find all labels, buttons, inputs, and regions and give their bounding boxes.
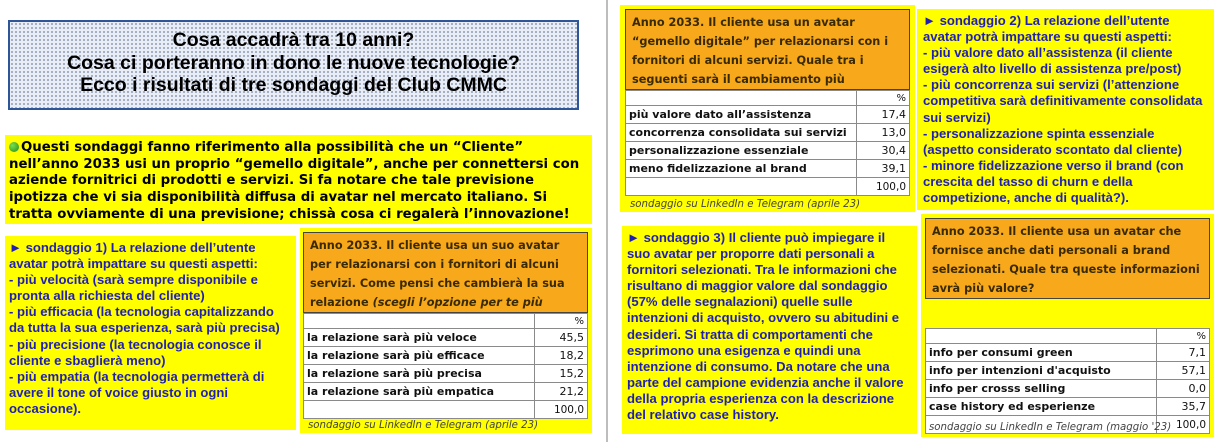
survey1-point: - più precisione (la tecnologia conosce il cliente e sbaglierà meno) <box>9 336 262 368</box>
total-row: 100,0 <box>626 178 910 196</box>
survey1-point: - più empatia (la tecnologia permetterà di avere il tone of voice giusto in ogni occasione). <box>9 368 265 416</box>
intro-paragraph <box>5 135 592 224</box>
survey1-source: sondaggio su LinkedIn e Telegram (aprile 23) <box>308 420 539 431</box>
survey3-question: Anno 2033. Il cliente usa un avatar che fornisce anche dati personali a brand selezionati. Quale tra queste informazioni avrà più valore? <box>925 218 1210 299</box>
survey1-question-hint: (scegli l’opzione per te più <box>372 296 543 309</box>
table-row: info per intenzioni d'acquisto 57,1 <box>926 362 1210 380</box>
table-row: info per crosss selling 0,0 <box>926 380 1210 398</box>
total-row: 100,0 <box>304 401 588 419</box>
survey1-question: Anno 2033. Il cliente usa un suo avatar per relazionarsi con i fornitori di alcuni servizi. Come pensi che cambierà la sua relazione (scegli l’opzione per te più <box>303 232 588 313</box>
survey2-point: - più concorrenza sui servizi (l’attenzione competitiva sarà definitivamente consolidata sui servizi) <box>923 77 1203 125</box>
center-divider <box>606 0 608 442</box>
survey2-point: - più valore dato all’assistenza (il cliente esigerà alto livello di assistenza pre/post) <box>923 45 1182 77</box>
table-row: la relazione sarà più veloce 45,5 <box>304 329 588 347</box>
survey3-source: sondaggio su LinkedIn e Telegram (maggio '23) <box>929 422 1172 433</box>
survey2-panel <box>620 5 915 212</box>
survey3-description <box>622 226 917 434</box>
survey1-panel <box>300 228 592 433</box>
arrow-right-icon: ► <box>627 230 640 245</box>
table-row: info per consumi green 7,1 <box>926 344 1210 362</box>
survey2-description <box>917 9 1214 210</box>
arrow-right-icon: ► <box>9 240 22 255</box>
table-row: la relazione sarà più precisa 15,2 <box>304 365 588 383</box>
table-row: la relazione sarà più efficace 18,2 <box>304 347 588 365</box>
survey1-point: - più velocità (sarà sempre disponibile e pronta alla richiesta del cliente) <box>9 272 258 304</box>
table-row: case history ed esperienze 35,7 <box>926 398 1210 416</box>
title-box <box>8 20 579 110</box>
survey2-heading: ► sondaggio 2) La relazione dell’utente avatar potrà impattare su questi aspetti: <box>923 13 1172 45</box>
intro-text: Questi sondaggi fanno riferimento alla possibilità che un “Cliente” nell’anno 2033 usi un proprio “gemello digitale”, anche per connettersi con aziende fornitrici di prodotti e servizi. Si fa notare che tale previsione ipotizza che vi sia disponibilità diffusa di avatar nel mercato italiano. Si tratta ovviamente di una previsione; chissà cosa ci regalerà l’innovazione! <box>9 140 580 222</box>
survey1-description <box>5 236 296 430</box>
survey2-table <box>625 90 910 196</box>
survey1-heading: ► sondaggio 1) La relazione dell’utente avatar potrà impattare su questi aspetti: <box>9 240 258 272</box>
survey1-point: - più efficacia (la tecnologia capitalizzando da tutta la sua esperienza, sarà più precisa) <box>9 304 280 336</box>
survey3-panel <box>921 214 1214 437</box>
title-line-1: Cosa accadrà tra 10 anni? <box>172 29 415 51</box>
survey2-point: - personalizzazione spinta essenziale (aspetto considerato scontato dal cliente) <box>923 125 1183 157</box>
total-row: 100,0 <box>926 416 1210 434</box>
table-row: concorrenza consolidata sui servizi 13,0 <box>626 124 910 142</box>
survey1-table <box>303 313 588 419</box>
survey3-table <box>925 328 1210 434</box>
unit-header: % <box>535 314 588 329</box>
green-bullet-icon <box>9 142 19 152</box>
arrow-right-icon: ► <box>923 13 936 28</box>
title-line-2: Cosa ci porteranno in dono le nuove tecnologie? <box>67 51 520 74</box>
unit-header: % <box>857 91 910 106</box>
table-row: meno fidelizzazione al brand 39,1 <box>626 160 910 178</box>
table-row: personalizzazione essenziale 30,4 <box>626 142 910 160</box>
survey3-text: sondaggio 3) Il cliente può impiegare il suo avatar per proporre dati personali a fornitori selezionati. Tra le informazioni che risultano di maggior valore dal sondaggio (57% delle segnalazioni) quelle sulle intenzioni di acquisto, ovvero su abitudini e desideri. Si tratta di comportamenti che esprimono una esigenza e quindi una intenzione di consumo. Da notare che una parte del campione evidenzia anche il valore della propria esperienza con la descrizione del relativo case history. <box>627 230 904 423</box>
table-row: più valore dato all’assistenza 17,4 <box>626 106 910 124</box>
survey2-source: sondaggio su LinkedIn e Telegram (aprile 23) <box>630 199 861 210</box>
unit-header: % <box>1157 329 1210 344</box>
title-line-3: Ecco i risultati di tre sondaggi del Club CMMC <box>80 74 507 96</box>
survey2-point: - minore fidelizzazione verso il brand (con crescita del tasso di churn e della competizione, anche di qualità?). <box>923 157 1184 206</box>
survey2-question: Anno 2033. Il cliente usa un avatar “gemello digitale” per relazionarsi con i fornitori di alcuni servizi. Quale tra i seguenti sarà il cambiamento più <box>625 9 910 90</box>
table-row: la relazione sarà più empatica 21,2 <box>304 383 588 401</box>
